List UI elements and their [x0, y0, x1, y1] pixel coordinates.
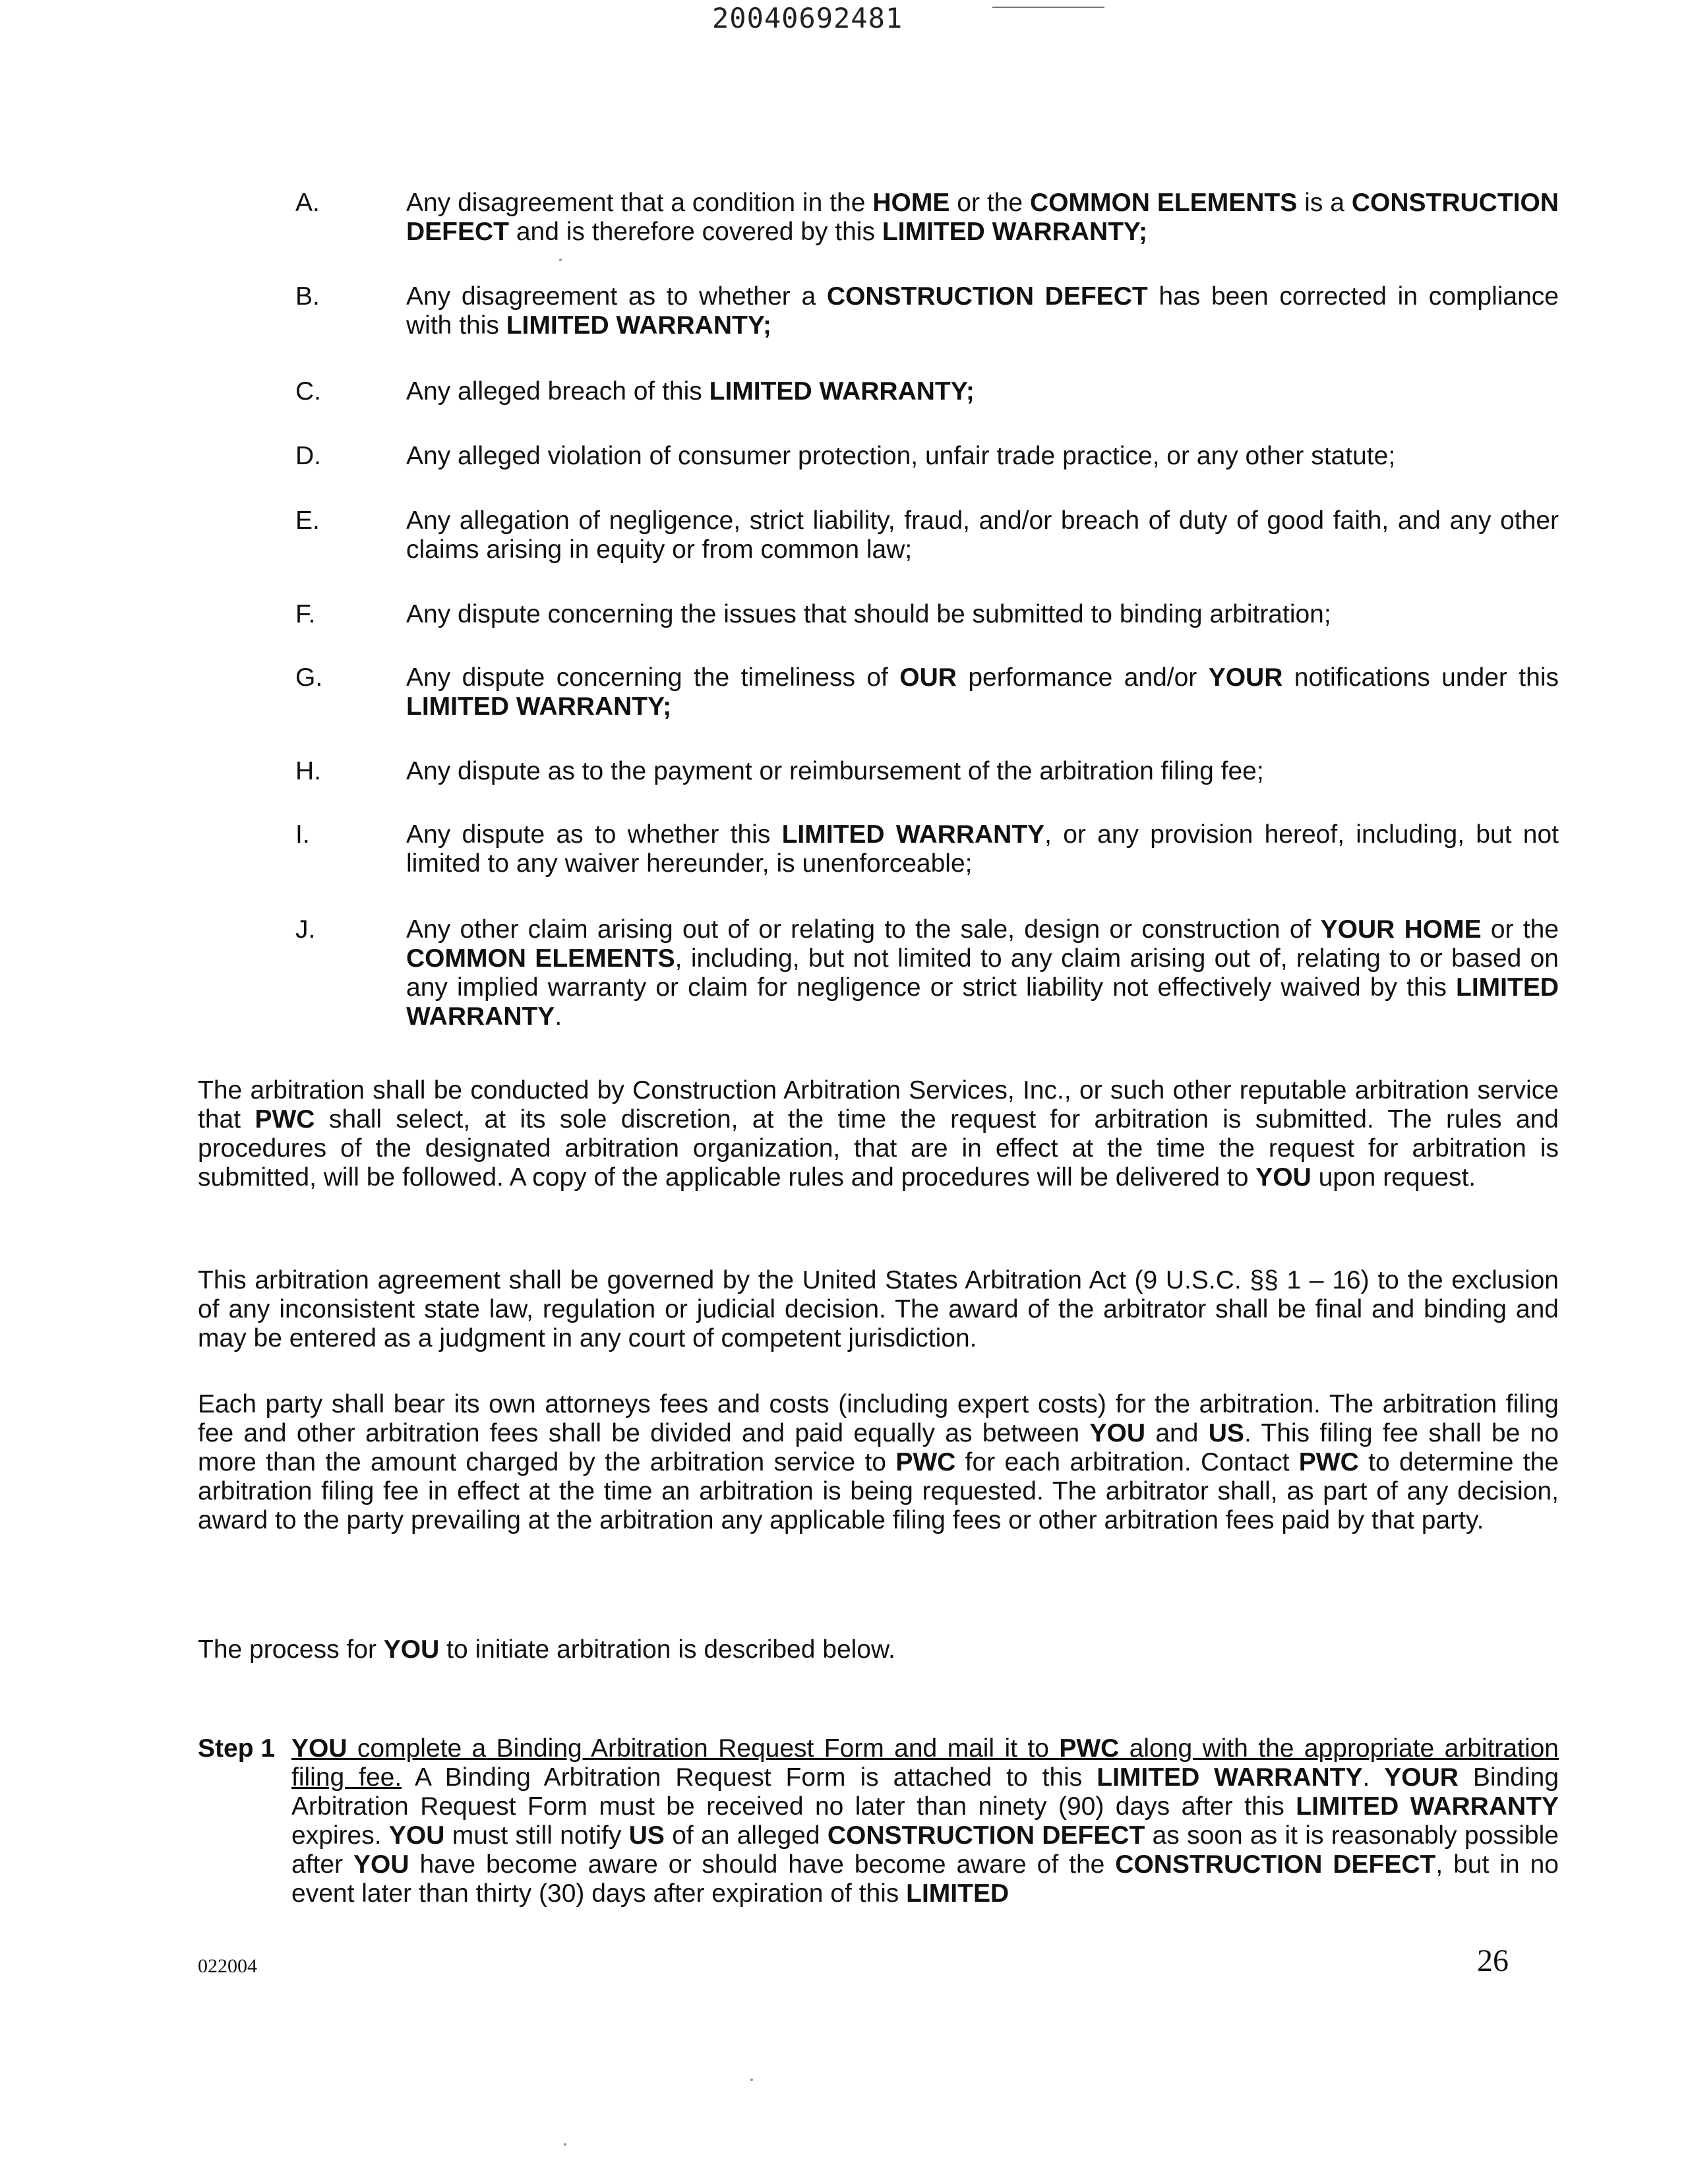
list-letter: E.: [295, 506, 320, 535]
scan-speck: [559, 258, 562, 261]
footer-code: 022004: [198, 1955, 257, 1977]
paragraph: The arbitration shall be conducted by Construction Arbitration Services, Inc., or such other reputable arbitration service that PWC shall select, at its sole discretion, at the time the request for arbitration is submitted. The rules and procedures of the designated arbitration organization, that are in effect at the time the request for arbitration is submitted, will be followed. A copy of the applicable rules and procedures will be delivered to YOU upon request.: [198, 1076, 1559, 1192]
list-text: Any dispute as to the payment or reimbursement of the arbitration filing fee;: [406, 757, 1264, 785]
list-letter: C.: [295, 377, 321, 406]
scan-speck: [564, 2143, 566, 2146]
list-text: Any disagreement that a condition in the HOME or the COMMON ELEMENTS is a CONSTRUCTION DEFECT and is therefore covered by this LIMITED WARRANTY;: [406, 189, 1559, 246]
list-text: Any other claim arising out of or relating to the sale, design or construction of YOUR HOME or the COMMON ELEMENTS, including, but not limited to any claim arising out of, relating to or based on any implied warranty or claim for negligence or strict liability not effectively waived by this LIMITED WARRANTY.: [406, 915, 1559, 1031]
list-text: Any dispute concerning the issues that should be submitted to binding arbitration;: [406, 600, 1331, 628]
list-text: Any disagreement as to whether a CONSTRUCTION DEFECT has been corrected in compliance with this LIMITED WARRANTY;: [406, 282, 1559, 340]
paragraph: The process for YOU to initiate arbitration is described below.: [198, 1635, 895, 1664]
list-letter: I.: [295, 820, 310, 849]
list-letter: J.: [295, 915, 316, 944]
paragraph: Each party shall bear its own attorneys fees and costs (including expert costs) for the arbitration. The arbitration filing fee and other arbitration fees shall be divided and paid equally as between YOU and US. This filing fee shall be no more than the amount charged by the arbitration service to PWC for each arbitration. Contact PWC to determine the arbitration filing fee in effect at the time an arbitration is being requested. The arbitrator shall, as part of any decision, award to the party prevailing at the arbitration any applicable filing fees or other arbitration fees paid by that party.: [198, 1390, 1559, 1534]
list-letter: G.: [295, 663, 323, 692]
step-text: YOU complete a Binding Arbitration Request Form and mail it to PWC along with the appropriate arbitration filing fee. A Binding Arbitration Request Form is attached to this LIMITED WARRANTY. YOUR Binding Arbitration Request Form must be received no later than ninety (90) days after this LIMITED WARRANTY expires. YOU must still notify US of an alleged CONSTRUCTION DEFECT as soon as it is reasonably possible after YOU have become aware or should have become aware of the CONSTRUCTION DEFECT, but in no event later than thirty (30) days after expiration of this LIMITED: [291, 1734, 1559, 1908]
list-letter: H.: [295, 757, 321, 785]
list-text: Any dispute concerning the timeliness of OUR performance and/or YOUR notifications under this LIMITED WARRANTY;: [406, 663, 1559, 721]
list-text: Any alleged violation of consumer protection, unfair trade practice, or any other statute;: [406, 442, 1396, 470]
list-text: Any dispute as to whether this LIMITED WARRANTY, or any provision hereof, including, but not limited to any waiver hereunder, is unenforceable;: [406, 820, 1559, 878]
list-letter: A.: [295, 189, 320, 217]
list-letter: B.: [295, 282, 320, 311]
list-text: Any alleged breach of this LIMITED WARRANTY;: [406, 377, 975, 406]
scan-mark: [992, 7, 1104, 8]
page-number: 26: [1477, 1943, 1509, 1978]
list-letter: F.: [295, 600, 316, 628]
list-text: Any allegation of negligence, strict liability, fraud, and/or breach of duty of good faith, and any other claims arising in equity or from common law;: [406, 506, 1559, 564]
list-letter: D.: [295, 442, 321, 470]
step-label: Step 1: [198, 1734, 276, 1763]
document-number: 20040692481: [712, 2, 903, 34]
scan-speck: [750, 2078, 753, 2081]
paragraph: This arbitration agreement shall be governed by the United States Arbitration Act (9 U.S.C. §§ 1 – 16) to the exclusion of any inconsistent state law, regulation or judicial decision. The award of the arbitrator shall be final and binding and may be entered as a judgment in any court of competent jurisdiction.: [198, 1266, 1559, 1352]
